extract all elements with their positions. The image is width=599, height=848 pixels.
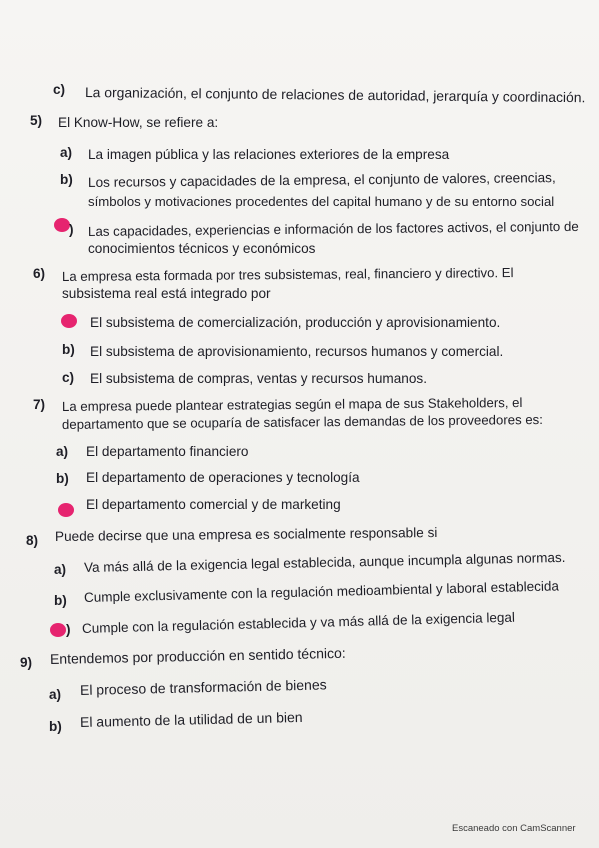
q6-option-b-text: El subsistema de aprovisionamiento, recursos humanos y comercial. — [90, 344, 504, 359]
q5-option-b-text-line2: símbolos y motivaciones procedentes del capital humano y de su entorno social — [88, 194, 555, 209]
q5-option-c-marker: ) — [69, 222, 74, 237]
q9-option-a-marker: a) — [49, 687, 62, 702]
q6-selected-answer-mark — [61, 314, 77, 328]
q5-option-a-marker: a) — [60, 145, 73, 160]
q7-question-line1: La empresa puede plantear estrategias según el mapa de sus Stakeholders, el — [61, 394, 523, 414]
q8-option-c-text: Cumple con la regulación establecida y va más allá de la exigencia legal — [81, 609, 516, 636]
q5-option-b-text-line1: Los recursos y capacidades de la empresa, el conjunto de valores, creencias, — [87, 170, 556, 190]
q5-question: El Know-How, se refiere a: — [58, 115, 219, 130]
q6-number: 6) — [33, 266, 46, 281]
q8-question: Puede decirse que una empresa es socialmente responsable si — [54, 524, 438, 544]
q7-option-b-marker: b) — [56, 471, 69, 486]
q7-option-a-text: El departamento financiero — [86, 444, 249, 459]
q4-option-c-marker: c) — [53, 82, 66, 97]
q7-number: 7) — [33, 397, 46, 412]
q4-option-c-text: La organización, el conjunto de relaciones de autoridad, jerarquía y coordinación. — [84, 84, 586, 106]
q7-option-c-text: El departamento comercial y de marketing — [86, 497, 341, 512]
q8-option-a-text: Va más allá de la exigencia legal establecida, aunque incumpla algunas normas. — [83, 549, 566, 575]
q8-option-b-text: Cumple exclusivamente con la regulación medioambiental y laboral establecida — [83, 578, 560, 605]
q5-number: 5) — [30, 113, 43, 128]
q9-number: 9) — [20, 655, 33, 670]
q6-question-line1: La empresa esta formada por tres subsistemas, real, financiero y directivo. El — [61, 265, 514, 284]
q7-selected-answer-mark — [58, 503, 74, 517]
q6-question-line2: subsistema real está integrado por — [62, 286, 271, 301]
q6-option-b-marker: b) — [62, 342, 75, 357]
scanner-watermark: Escaneado con CamScanner — [452, 823, 576, 834]
q9-option-b-marker: b) — [49, 719, 62, 734]
q9-option-b-text: El aumento de la utilidad de un bien — [79, 708, 303, 730]
q7-option-b-text: El departamento de operaciones y tecnología — [86, 470, 360, 485]
q5-option-c-text-line2: conocimientos técnicos y económicos — [88, 241, 316, 256]
q6-option-c-text: El subsistema de compras, ventas y recursos humanos. — [90, 371, 427, 386]
q8-option-c-marker: ) — [66, 622, 71, 637]
q5-option-b-marker: b) — [60, 172, 73, 187]
q6-option-a-text: El subsistema de comercialización, producción y aprovisionamiento. — [90, 315, 501, 330]
q7-question-line2: departamento que se ocuparía de satisfacer las demandas de los proveedores es: — [61, 411, 543, 432]
q7-option-a-marker: a) — [56, 444, 69, 459]
q8-number: 8) — [26, 533, 39, 548]
q9-question: Entendemos por producción en sentido técnico: — [49, 644, 346, 667]
q5-selected-answer-mark — [54, 218, 70, 232]
q9-option-a-text: El proceso de transformación de bienes — [79, 676, 327, 698]
q8-option-a-marker: a) — [54, 562, 67, 577]
q8-selected-answer-mark — [50, 623, 66, 637]
q6-option-c-marker: c) — [62, 370, 75, 385]
q5-option-c-text-line1: Las capacidades, experiencias e información de los factores activos, el conjunto de — [87, 218, 579, 239]
q5-option-a-text: La imagen pública y las relaciones exteriores de la empresa — [88, 147, 450, 162]
q8-option-b-marker: b) — [54, 593, 67, 608]
